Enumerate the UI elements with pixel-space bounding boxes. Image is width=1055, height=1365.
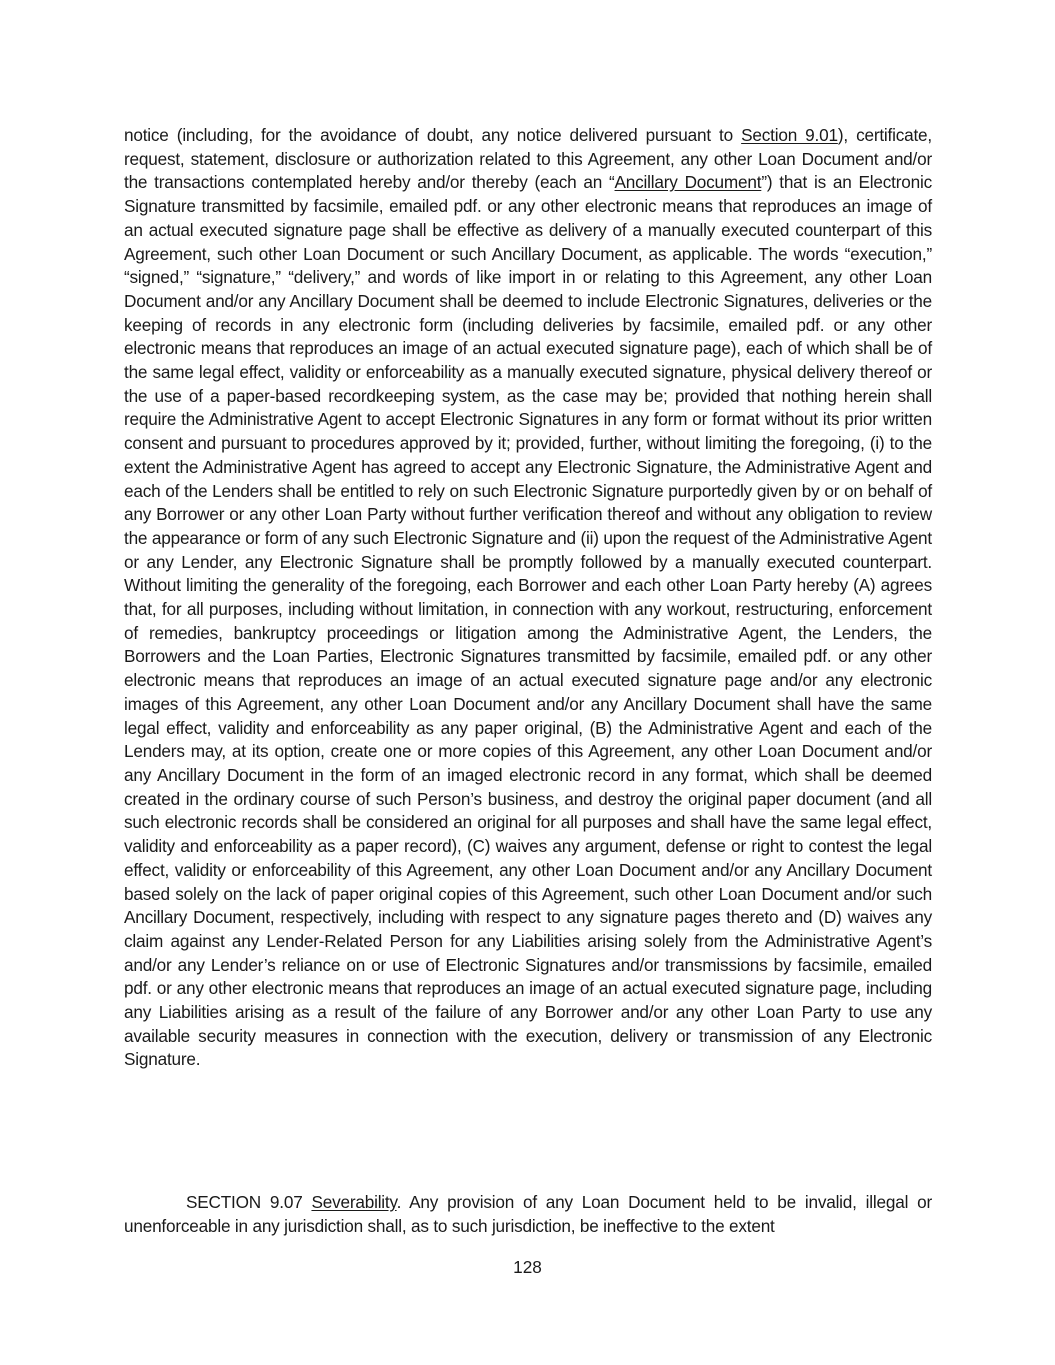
page-number: 128	[513, 1257, 542, 1277]
defined-term: Ancillary Document	[614, 172, 762, 193]
section-reference: Section 9.01	[741, 125, 838, 145]
paragraph-text: . Any provision of any Loan Document held to be invalid, illegal or unenforceable in any jurisdiction shall, as to such jurisdiction, be ineffective to the extent	[124, 1192, 932, 1236]
section-heading: Severability	[311, 1192, 397, 1212]
paragraph-text: ), certificate, request, statement, disclosure or authorization related to this Agreement, any other Loan Document and/or the transactions contemplated hereby and/or thereby (each an “	[124, 125, 932, 193]
section-severability-paragraph	[124, 1191, 932, 1238]
section-label: SECTION 9.07	[186, 1192, 312, 1212]
paragraph-text: notice (including, for the avoidance of doubt, any notice delivered pursuant to	[124, 125, 742, 145]
body-paragraph-electronic-signatures	[124, 124, 932, 1072]
paragraph-text: ”) that is an Electronic Signature transmitted by facsimile, emailed pdf. or any other electronic means that reproduces an image of an actual executed signature page shall be effective as delivery of a manually executed counterpart of this Agreement, such other Loan Document or such Ancillary Document, as applicable. The words “execution,” “signed,” “signature,” “delivery,” and words of like import in or relating to this Agreement, any other Loan Document and/or any Ancillary Document shall be deemed to include Electronic Signatures, deliveries or the keeping of records in any electronic form (including deliveries by facsimile, emailed pdf. or any other electronic means that reproduces an image of an actual executed signature page), each of which shall be of the same legal effect, validity or enforceability as a manually executed signature, physical delivery thereof or the use of a paper-based recordkeeping system, as the case may be; provided that nothing herein shall require the Administrative Agent to accept Electronic Signatures in any form or format without its prior written consent and pursuant to procedures approved by it; provided, further, without limiting the foregoing, (i) to the extent the Administrative Agent has agreed to accept any Electronic Signature, the Administrative Agent and each of the Lenders shall be entitled to rely on such Electronic Signature purportedly given by or on behalf of any Borrower or any other Loan Party without further verification thereof and without any obligation to review the appearance or form of any such Electronic Signature and (ii) upon the request of the Administrative Agent or any Lender, any Electronic Signature shall be promptly followed by a manually executed counterpart. Without limiting the generality of the foregoing, each Borrower and each other Loan Party hereby (A) agrees that, for all purposes, including without limitation, in connection with any workout, restructuring, enforcement of remedies, bankruptcy proceedings or litigation among the Administrative Agent, the Lenders, the Borrowers and the Loan Parties, Electronic Signatures transmitted by facsimile, emailed pdf. or any other electronic means that reproduces an image of an actual executed signature page and/or any electronic images of this Agreement, any other Loan Document and/or any Ancillary Document shall have the same legal effect, validity and enforceability as any paper original, (B) the Administrative Agent and each of the Lenders may, at its option, create one or more copies of this Agreement, any other Loan Document and/or any Ancillary Document in the form of an imaged electronic record in any format, which shall be deemed created in the ordinary course of such Person’s business, and destroy the original paper document (and all such electronic records shall be considered an original for all purposes and shall have the same legal effect, validity and enforceability as a paper record), (C) waives any argument, defense or right to contest the legal effect, validity or enforceability of this Agreement, any other Loan Document and/or any Ancillary Document based solely on the lack of paper original copies of this Agreement, such other Loan Document and/or such Ancillary Document, respectively, including with respect to any signature pages thereto and (D) waives any claim against any Lender-Related Person for any Liabilities arising solely from the Administrative Agent’s and/or any Lender’s reliance on or use of Electronic Signatures and/or transmissions by facsimile, emailed pdf. or any other electronic means that reproduces an image of an actual executed signature page, including any Liabilities arising as a result of the failure of any Borrower and/or any other Loan Party to use any available security measures in connection with the execution, delivery or transmission of any Electronic Signature.	[124, 172, 932, 1070]
